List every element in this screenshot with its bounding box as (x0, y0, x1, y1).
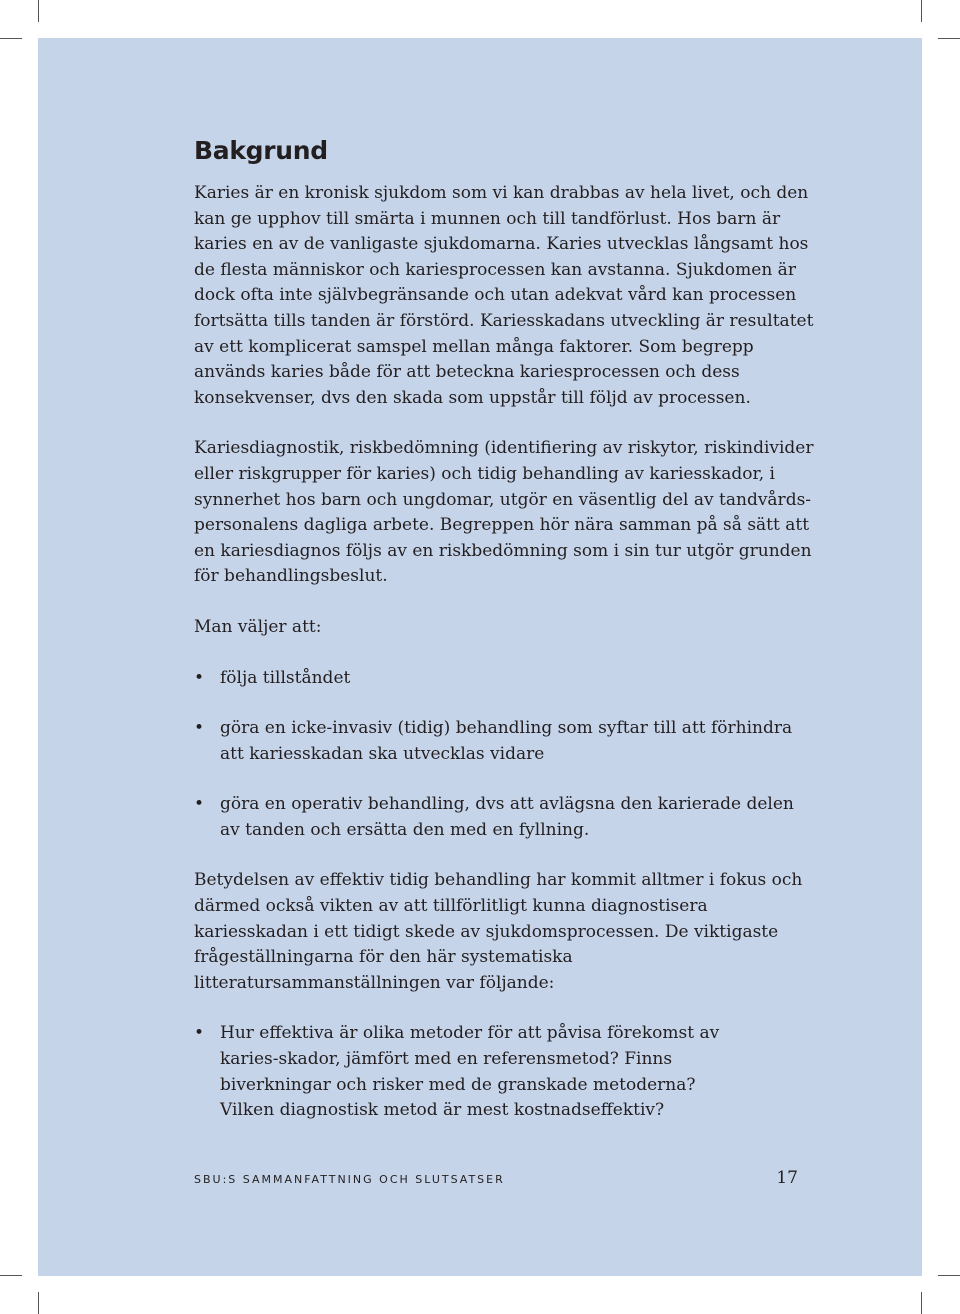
options-list (194, 716, 814, 767)
crop-mark (938, 1275, 960, 1276)
footer-label: SBU:S SAMMANFATTNING OCH SLUTSATSER (194, 1173, 505, 1186)
paragraph-intro: Karies är en kronisk sjukdom som vi kan drabbas av hela livet, och den kan ge upphov till smärta i munnen och till tandförlust. Hos barn är karies en av de vanligaste sjukdomarna. Karies utvecklas långsamt hos de flesta människor och kariesprocessen kan avstanna. Sjukdomen är dock ofta inte självbegränsande och utan adekvat vård kan processen fortsätta tills tanden är förstörd. Kariesskadans utveckling är resultatet av ett komplicerat samspel mellan många faktorer. Som begrepp används karies både för att beteckna kariesprocessen och dess konsekvenser, dvs den skada som uppstår till följd av processen. (194, 183, 814, 408)
crop-mark (0, 1275, 22, 1276)
crop-mark (938, 38, 960, 39)
list-item: • följa tillståndet (194, 666, 814, 692)
page-number: 17 (776, 1168, 798, 1188)
page-footer (194, 1168, 798, 1188)
crop-mark (921, 0, 922, 22)
crop-mark (38, 1292, 39, 1314)
paragraph-diagnostics: Kariesdiagnostik, riskbedömning (identifiering av riskytor, riskindivider eller riskgrupper för karies) och tidig behandling av kariesskador, i synnerhet hos barn och ungdomar, utgör en väsentlig del av tandvårds-personalens dagliga arbete. Begreppen hör nära samman på så sätt att en kariesdiagnos följs av en riskbedömning som i sin tur utgör grunden för behandlingsbeslut. (194, 438, 814, 587)
list-item: • göra en icke-invasiv (tidig) behandling som syftar till att förhindra att kariesskadan ska utvecklas vidare (194, 716, 814, 767)
paragraph-choices-lead: Man väljer att: (194, 616, 322, 637)
main-content (194, 136, 814, 1124)
options-list (194, 792, 814, 843)
paragraph-importance: Betydelsen av effektiv tidig behandling har kommit alltmer i fokus och därmed också vikten av att tillförlitligt kunna diagnostisera kariesskadan i ett tidigt skede av sjukdomsprocessen. De viktigaste frågeställningarna för den här systematiska litteratursammanställningen var följande: (194, 870, 803, 993)
list-item: • Hur effektiva är olika metoder för att påvisa förekomst av karies-skador, jämfört med en referensmetod? Finns biverkningar och risker med de granskade metoderna? Vilken diagnostisk metod är mest kostnadseffektiv? (194, 1021, 814, 1123)
questions-list (194, 1021, 814, 1123)
crop-mark (38, 0, 39, 22)
section-heading: Bakgrund (194, 136, 328, 165)
options-list (194, 666, 814, 692)
crop-mark (921, 1292, 922, 1314)
list-item: • göra en operativ behandling, dvs att avlägsna den karierade delen av tanden och ersätta den med en fyllning. (194, 792, 814, 843)
crop-mark (0, 38, 22, 39)
